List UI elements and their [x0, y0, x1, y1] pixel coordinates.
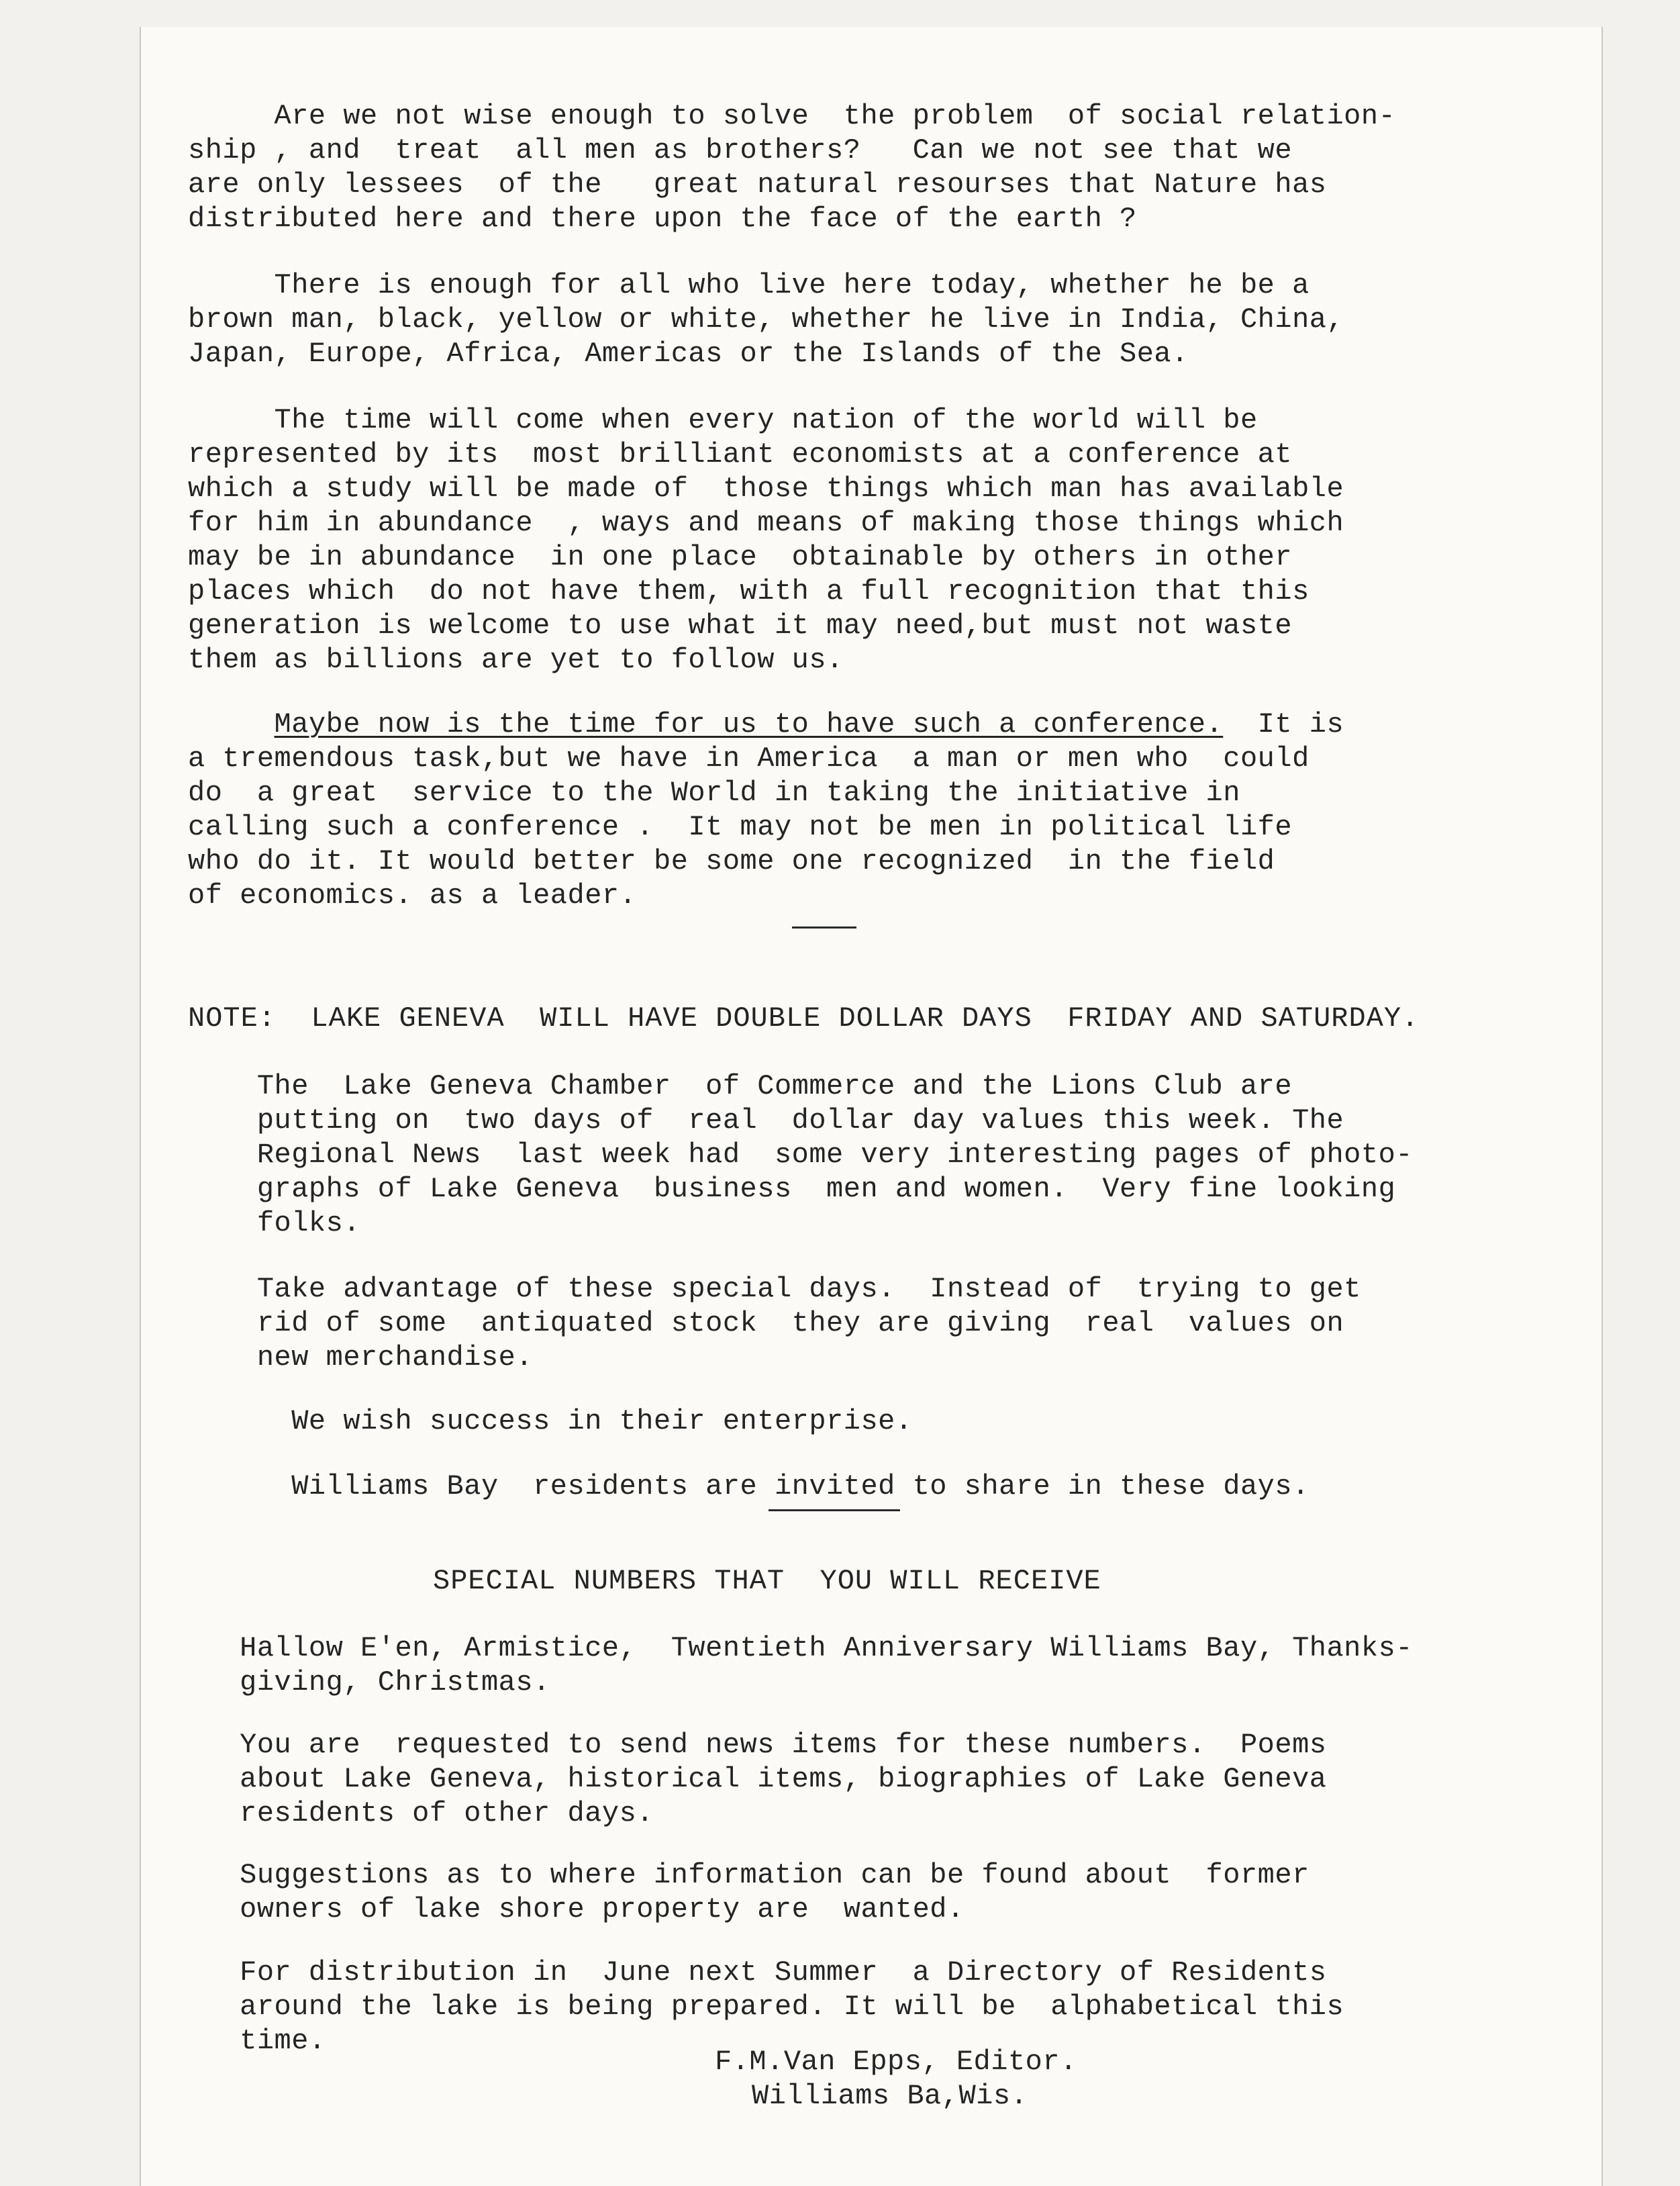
- paragraph-tremendous-task: a tremendous task,but we have in America a man or men who could do a great service to the World in taking the initiative in calling such a conference . It may not be men in political life who do it. It would better be some one recognized in the field of economics. as a leader.: [188, 743, 1310, 912]
- typewritten-page: [140, 27, 1603, 2186]
- paragraph-news-items-request: You are requested to send news items for these numbers. Poems about Lake Geneva, historical items, biographies of Lake Geneva residents of other days.: [240, 1729, 1327, 1829]
- paragraph-maybe-now-first-line: [188, 708, 1571, 742]
- special-numbers-heading: SPECIAL NUMBERS THAT YOU WILL RECEIVE: [433, 1565, 1101, 1597]
- separator-rule-2: [769, 1509, 900, 1511]
- paragraph-enough-for-all: There is enough for all who live here today, whether he be a brown man, black, yellow or white, whether he live in India, China, Japan, Europe, Africa, Americas or the Islands of the Sea.: [188, 269, 1344, 370]
- paragraph-special-days: Take advantage of these special days. Instead of trying to get rid of some antiquated stock they are giving real values on new merchandise.: [256, 1273, 1361, 1374]
- paragraph-world-conference: The time will come when every nation of the world will be represented by its most brilliant economists at a conference at which a study will be made of those things which man has available for him in abundance , ways and means of making those things which may be in abundance in one place obtainable by others in other places which do not have them, with a full recognition that this generation is welcome to use what it may need,but must not waste them as billions are yet to follow us.: [188, 404, 1344, 676]
- signature-editor: F.M.Van Epps, Editor.: [715, 2046, 1077, 2078]
- paragraph-directory: For distribution in June next Summer a Directory of Residents around the lake is being prepared. It will be alphabetical this time.: [240, 1956, 1344, 2057]
- paragraph-chamber-of-commerce: The Lake Geneva Chamber of Commerce and the Lions Club are putting on two days of real dollar day values this week. The Regional News last week had some very interesting pages of photo- graphs of Lake Geneva business men and women. Very fine looking folks.: [256, 1070, 1413, 1239]
- paragraph-williams-bay-invited: Williams Bay residents are invited to share in these days.: [188, 1470, 1310, 1503]
- note-heading: NOTE: LAKE GENEVA WILL HAVE DOUBLE DOLLAR DAYS FRIDAY AND SATURDAY.: [188, 1002, 1420, 1035]
- first-line-tail: It is: [1223, 708, 1344, 741]
- paragraph-special-numbers-list: Hallow E'en, Armistice, Twentieth Anniversary Williams Bay, Thanks- giving, Christmas.: [240, 1632, 1413, 1699]
- paragraph-wish-success: We wish success in their enterprise.: [188, 1405, 913, 1437]
- paragraph-suggestions: Suggestions as to where information can be found about former owners of lake shore property are wanted.: [240, 1859, 1310, 1926]
- paragraph-social-relationship: Are we not wise enough to solve the problem of social relation- ship , and treat all men as brothers? Can we not see that we are only lessees of the great natural resourses that Nature has distributed here and there upon the face of the earth ?: [188, 100, 1396, 235]
- underlined-sentence: Maybe now is the time for us to have such a conference.: [274, 708, 1224, 741]
- separator-rule-1: [792, 926, 856, 929]
- signature-location: Williams Ba,Wis.: [752, 2080, 1028, 2112]
